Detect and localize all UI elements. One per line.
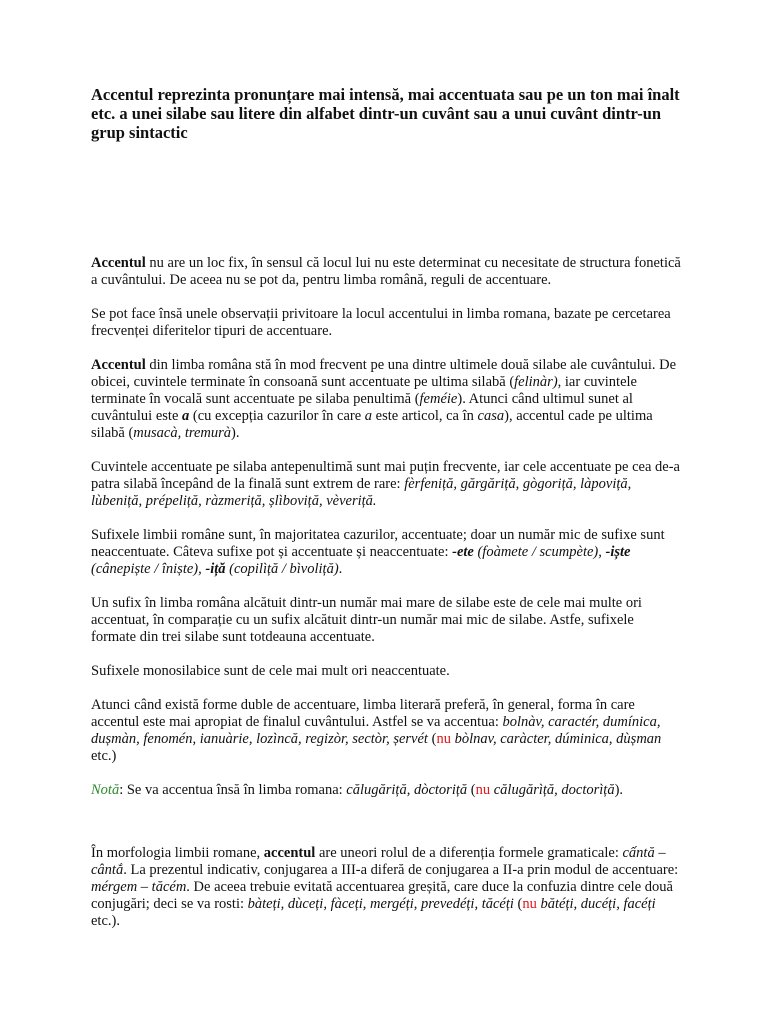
negation-marker: nu [522,896,537,912]
paragraph-observations: Se pot face însă unele observații privitoare la locul accentului in limba romana, bazate pe cercetarea frecvenței diferitelor tipuri de accentuare. [91,306,671,339]
paragraph-antepenultimate: Cuvintele accentuate pe silaba antepenultimă sunt mai puțin frecvente, iar cele accentuate pe cea de-a patra silabă începând de la finală sunt extrem de rare: fèrfeniță, gărgăriță, gògoriță, làpoviță, lùbeniță, prépeliță, ràzmeriță, șlìboviță, vèveriță. [91,459,680,509]
note-label: Notă [91,782,120,798]
example-words: călugărìță, doctorìță [490,782,615,798]
paragraph-suffixes: Sufixele limbii române sunt, în majoritatea cazurilor, accentuate; doar un număr mic de sufixe sunt neaccentuate. Câteva sufixe pot și accentuate și neaccentuate: -ete (foàmete / scumpète), -iște (cânepiște / îniște), -iță (copilìță / bìvoliță). [91,527,665,577]
document-title: Accentul reprezinta pronunțare mai intensă, mai accentuata sau pe un ton mai înalt etc. a unei silabe sau litere din alfabet dintr-un cuvânt sau a unui cuvânt dintr-un grup sintactic [91,85,680,142]
example-letter: a [182,408,190,424]
document-body [91,85,681,930]
bold-term: accentul [263,845,316,861]
example-word: casa [477,408,505,424]
example-words: bòlnav, caràcter, dúminica, dùșman [450,731,662,747]
negation-marker: nu [436,731,451,747]
example-word: feméie [419,391,458,407]
paragraph-note: Notă: Se va accentua însă în limba romana: călugăriță, dòctoriță (nu călugărìță, doctorìță). [91,782,624,798]
negation-marker: nu [475,782,491,798]
paragraph-monosyllabic: Sufixele monosilabice sunt de cele mai mult ori neaccentuate. [91,663,450,679]
example-words: bolnàv, caractér, dumínica, dușmàn, fenomén, ianuàrie, lozìncă, regizòr, sectòr, șervét [91,714,661,747]
example-words: cấntă – cântắ [91,845,666,878]
paragraph-morphology: În morfologia limbii romane, accentul are uneori rolul de a diferenția formele gramaticale: cấntă – cântắ. La prezentul indicativ, conjugarea a III-a diferă de conjugarea a II-a prin modul de accentuare: mérgem – tăcém. De aceea trebuie evitată accentuarea greșită, care duce la confuzia dintre cele două conjugări; deci se va rosti: bàteți, dùceți, fàceți, mergéți, prevedéți, tăcéți (nu bătéți, ducéți, facéți etc.). [91,845,679,929]
paragraph-long-suffixes: Un sufix în limba româna alcătuit dintr-un număr mai mare de silabe este de cele mai multe ori accentuat, în comparație cu un sufix alcătuit dintr-un număr mai mic de silabe. Astfe, sufixele formate din trei silabe sunt totdeauna accentuate. [91,595,642,645]
example-word: musacà, tremurà [133,425,232,441]
example-words: mérgem – tăcém [91,879,187,895]
suffix: -ete [452,544,474,560]
example-word: felinàr) [514,374,558,390]
example-words: bătéți, ducéți, facéți [536,896,656,912]
example-words: (copilìță / bìvoliță) [225,561,339,577]
example-words: călugăriță, dòctoriță [346,782,468,798]
example-words: (cânepiște / îniște), [91,561,206,577]
paragraph-double-forms: Atunci când există forme duble de accentuare, limba literară preferă, în general, forma în care accentul este mai apropiat de finalul cuvântului. Astfel se va accentua: bolnàv, caractér, dumínica, dușmàn, fenomén, ianuàrie, lozìncă, regizòr, sectòr, șervét (nu bòlnav, caràcter, dúminica, dùșman etc.) [91,697,662,764]
example-letter: a [364,408,373,424]
paragraph-accent-position: Accentul din limba româna stă în mod frecvent pe una dintre ultimele două silabe ale cuvântului. De obicei, cuvintele terminate în consoană sunt accentuate pe ultima silabă (felinàr), iar cuvintele terminate în vocală sunt accentuate pe silaba penultimă (feméie). Atunci când ultimul sunet al cuvântului este a (cu excepția cazurilor în care a este articol, ca în casa), accentul cade pe ultima silabă (musacà, tremurà). [91,357,677,441]
example-words: (foàmete / scumpète), [473,544,606,560]
bold-term: Accentul [91,255,146,271]
paragraph-accent-definition: Accentul nu are un loc fix, în sensul că locul lui nu este determinat cu necesitate de structura fonetică a cuvântului. De aceea nu se pot da, pentru limba română, reguli de accentuare. [91,255,681,288]
example-words: bàteți, dùceți, fàceți, mergéți, prevedéți, tăcéți [247,896,514,912]
example-words: fèrfeniță, gărgăriță, gògoriță, làpoviță, lùbeniță, prépeliță, ràzmeriță, șlìboviță, vèveriță. [91,476,632,509]
suffix: -iță [205,561,226,577]
suffix: -iște [605,544,631,560]
bold-term: Accentul [91,357,146,373]
